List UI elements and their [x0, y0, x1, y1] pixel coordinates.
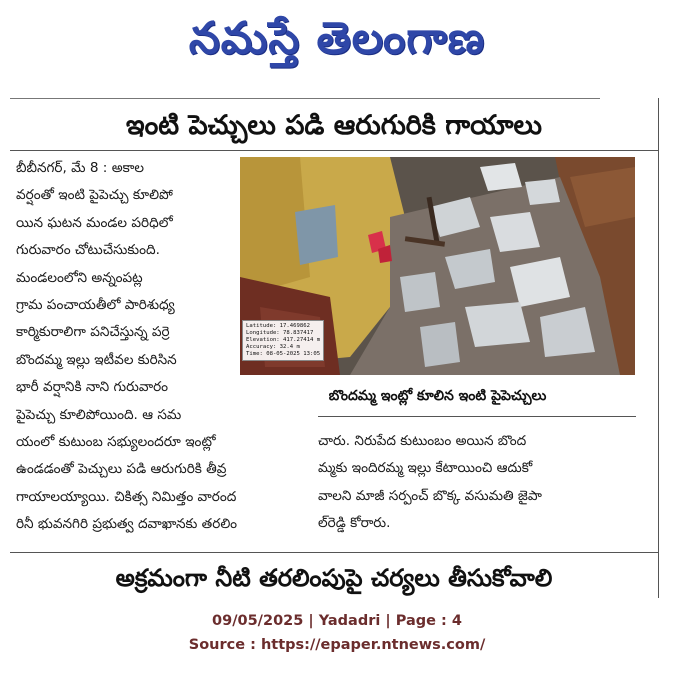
body-line: వాలని మాజీ సర్పంచ్ బొక్క వసుమతి జైపా: [318, 487, 542, 504]
footer-source-link[interactable]: Source : https://epaper.ntnews.com/: [188, 637, 486, 653]
body-line: బొందమ్మ ఇల్లు ఇటీవల కురిసిన: [16, 351, 177, 368]
body-line: మండలంలోని అన్నంపట్ల: [16, 269, 143, 286]
geotag-accuracy: Accuracy: 32.4 m: [246, 344, 300, 350]
body-line: భారీ వర్షానికి నాని గురువారం: [16, 379, 169, 396]
headline-divider: [10, 150, 658, 151]
clipping-top-border: [10, 98, 600, 99]
geotag-time: Time: 08-05-2025 13:05: [246, 351, 321, 357]
body-line: గ్రామ పంచాయతీలో పారిశుధ్య: [16, 297, 175, 314]
body-line: మ్మకు ఇందిరమ్మ ఇల్లు కేటాయించి ఆదుకో: [318, 460, 533, 477]
body-line: బీబీనగర్, మే 8 : అకాల: [16, 160, 145, 176]
body-line: యిన ఘటన మండల పరిధిలో: [16, 214, 173, 231]
next-article-headline: అక్రమంగా నీటి తరలింపుపై చర్యలు తీసుకోవాలి: [115, 564, 553, 592]
photo-caption: బొందమ్మ ఇంట్లో కూలిన ఇంటి పైపెచ్చులు: [328, 388, 547, 404]
body-line: ఉండడంతో పెచ్చులు పడి ఆరుగురికి తీవ్ర: [16, 461, 227, 478]
photo-geotag-overlay: [242, 320, 324, 361]
body-line: రినీ భువనగిరి ప్రభుత్వ దవాఖానకు తరలిం: [16, 516, 238, 533]
body-line: కార్మికురాలిగా పనిచేస్తున్న పర్రె: [16, 324, 170, 341]
article-body-left-column: [16, 155, 238, 539]
footer-edition-info: 09/05/2025 | Yadadri | Page : 4: [212, 613, 462, 629]
article-headline: ఇంటి పెచ్చులు పడి ఆరుగురికి గాయాలు: [125, 110, 543, 141]
article-body-right-column: [318, 428, 636, 538]
article-photo-collapsed-ceiling: [240, 157, 635, 375]
body-line: గురువారం చోటుచేసుకుంది.: [16, 242, 160, 259]
body-line: పైపెచ్చు కూలిపోయింది. ఆ సమ: [16, 406, 182, 423]
body-line: యంలో కుటుంబ సభ్యులందరూ ఇంట్లో: [16, 434, 216, 451]
geotag-latitude: Latitude: 17.469862: [246, 323, 310, 329]
body-line: ల్‌రెడ్డి కోరారు.: [318, 515, 391, 532]
body-line: చారు. నిరుపేద కుటుంబం అయిన బొంద: [318, 433, 527, 449]
body-line: వర్షంతో ఇంటి పైపెచ్చు కూలిపో: [16, 187, 173, 204]
newspaper-masthead: నమస్తే తెలంగాణ: [188, 13, 486, 64]
geotag-elevation: Elevation: 417.27414 m: [246, 337, 321, 343]
geotag-longitude: Longitude: 78.837417: [246, 330, 314, 336]
subhead-divider: [10, 552, 658, 553]
caption-divider: [318, 416, 636, 417]
body-line: గాయాలయ్యాయి. చికిత్స నిమిత్తం వారంద: [16, 488, 237, 505]
